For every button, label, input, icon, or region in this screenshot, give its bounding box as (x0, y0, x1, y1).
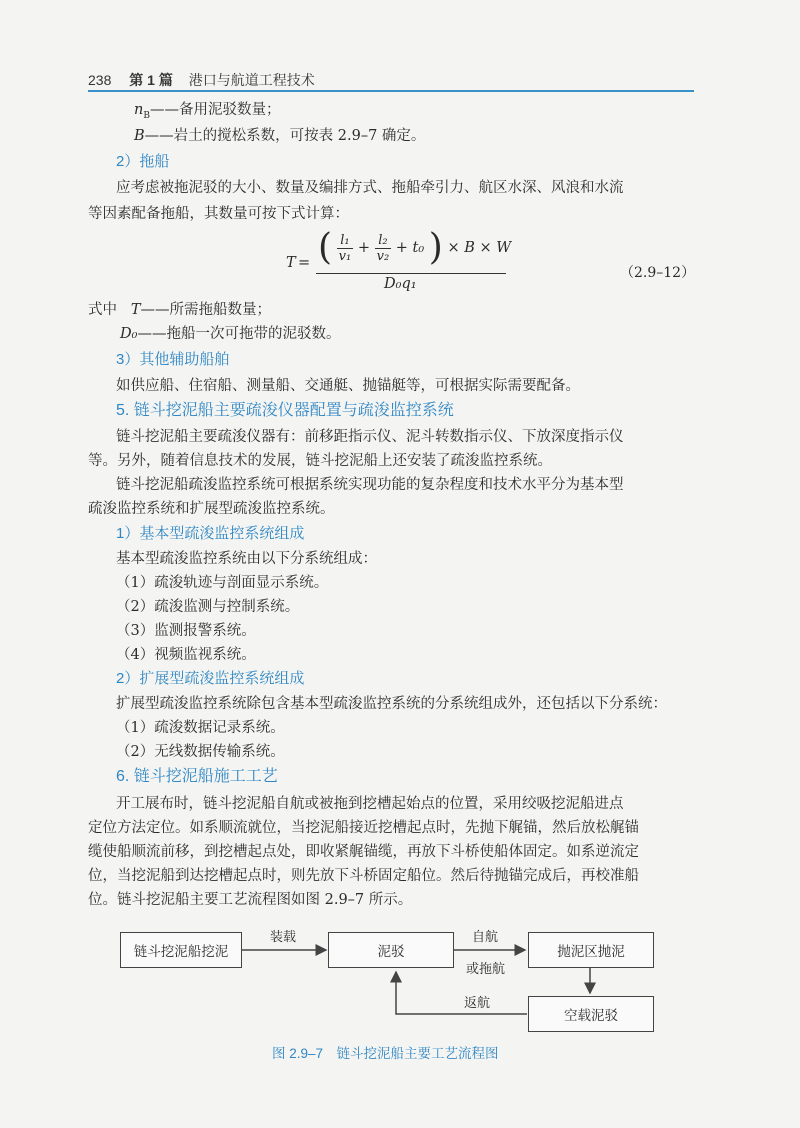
formula-lhs: T (286, 255, 296, 271)
label-towed: 或拖航 (466, 962, 506, 977)
formula-fraction-bar (316, 273, 506, 274)
formula-tug-count (286, 226, 512, 292)
header-rule (88, 90, 694, 92)
list-item: （3）监测报警系统。 (116, 623, 256, 639)
process-flowchart (120, 920, 680, 1040)
para-5-2a: 链斗挖泥船疏浚监控系统可根据系统实现功能的复杂程度和技术水平分为基本型 (116, 477, 624, 493)
def-b: B——岩土的搅松系数，可按表 2.9–7 确定。 (134, 128, 426, 144)
formula-numerator: ( $\frac{\text{l₁}}{\text{v₁}}$ + $\frac{\text{l₂}}{\text{v₂}}$ + t₀ ) × B × W (318, 227, 512, 268)
def-t: 式中 T——所需拖船数量； (88, 302, 271, 318)
para-5-1a: 链斗挖泥船主要疏浚仪器有：前移距指示仪、泥斗转数指示仪、下放深度指示仪 (116, 429, 624, 445)
list-item: （2）无线数据传输系统。 (116, 744, 285, 760)
para-6-line: 定位方法定位。如系顺流就位，当挖泥船接近挖槽起点时，先抛下艉锚，然后放松艉锚 (88, 820, 639, 836)
list-item: （4）视频监视系统。 (116, 647, 256, 663)
para-6-line: 缆使船顺流前移，到挖槽起点处，即收紧艉锚缆，再放下斗桥使船体固定。如系逆流定 (88, 844, 639, 860)
label-return: 返航 (464, 996, 491, 1011)
box-dredging: 链斗挖泥船挖泥 (120, 932, 242, 968)
running-header (88, 70, 315, 90)
para-5-2b: 疏浚监控系统和扩展型疏浚监控系统。 (88, 501, 335, 517)
heading-basic-system: 1）基本型疏浚监控系统组成 (116, 525, 305, 542)
box-barge: 泥驳 (328, 932, 454, 968)
para-6-line: 开工展布时，链斗挖泥船自航或被拖到挖槽起始点的位置，采用绞吸挖泥船进点 (116, 796, 624, 812)
list-item: （2）疏浚监测与控制系统。 (116, 599, 300, 615)
def-nb: $n_B——$备用泥驳数量； (134, 102, 281, 121)
def-d0: D₀——拖船一次可拖带的泥驳数。 (120, 326, 341, 342)
heading-extended-system: 2）扩展型疏浚监控系统组成 (116, 670, 305, 687)
heading-section-5: 5. 链斗挖泥船主要疏浚仪器配置与疏浚监控系统 (116, 402, 454, 419)
para-5-1b: 等。另外，随着信息技术的发展，链斗挖泥船上还安装了疏浚监控系统。 (88, 453, 552, 469)
formula-number: （2.9–12） (620, 265, 696, 281)
para-ext-intro: 扩展型疏浚监控系统除包含基本型疏浚监控系统的分系统组成外，还包括以下分系统： (116, 696, 667, 712)
para-6-line: 位，当挖泥船到达挖槽起点时，则先放下斗桥固定船位。然后待抛锚完成后，再校准船 (88, 868, 639, 884)
para-basic-intro: 基本型疏浚监控系统由以下分系统组成： (116, 551, 377, 567)
heading-section-6: 6. 链斗挖泥船施工工艺 (116, 768, 278, 785)
formula-denominator: D₀q₁ (384, 276, 417, 292)
formula-equals: = (298, 255, 311, 271)
label-self-propelled: 自航 (472, 930, 499, 945)
arrow-return (396, 972, 527, 1014)
list-item: （1）疏浚数据记录系统。 (116, 720, 285, 736)
para-6-line: 位。链斗挖泥船主要工艺流程图如图 2.9–7 所示。 (88, 892, 413, 908)
label-load: 装载 (270, 930, 297, 945)
figure-caption: 图 2.9–7 链斗挖泥船主要工艺流程图 (272, 1046, 499, 1061)
box-empty-barge: 空载泥驳 (528, 996, 654, 1032)
part-label: 第 1 篇 (129, 72, 173, 88)
page-number: 238 (88, 72, 112, 88)
part-title: 港口与航道工程技术 (188, 72, 315, 88)
heading-tug: 2）拖船 (116, 153, 170, 170)
para-tug-2: 等因素配备拖船，其数量可按下式计算： (88, 206, 349, 222)
heading-aux: 3）其他辅助船舶 (116, 351, 230, 368)
para-tug-1: 应考虑被拖泥驳的大小、数量及编排方式、拖船牵引力、航区水深、风浪和水流 (116, 180, 624, 196)
list-item: （1）疏浚轨迹与剖面显示系统。 (116, 575, 329, 591)
para-aux: 如供应船、住宿船、测量船、交通艇、抛锚艇等，可根据实际需要配备。 (116, 378, 580, 394)
box-dump-area: 抛泥区抛泥 (528, 932, 654, 968)
